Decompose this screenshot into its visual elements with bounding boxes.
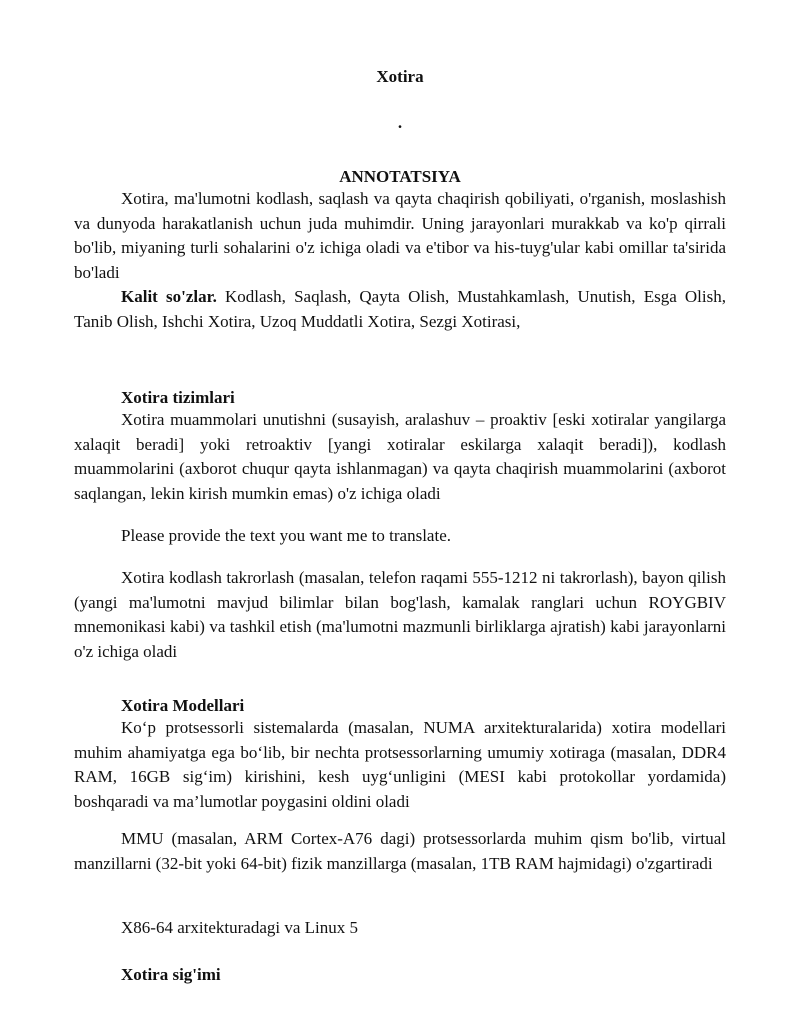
keywords-label: Kalit so'zlar. [121,287,217,306]
paragraph: Xotira muammolari unutishni (susayish, aralashuv – proaktiv [eski xotiralar yangilarga xalaqit beradi] yoki retroaktiv [yangi xotiralar eskilarga xalaqit beradi]), kodlash muammolarini (axborot chuqur qayta ishlanmagan) va qayta chaqirish muammolarini (axborot saqlangan, lekin kirish mumkin emas) o'z ichiga oladi [74,410,726,503]
section-memory-systems-p1 [74,408,726,506]
paragraph: MMU (masalan, ARM Cortex-A76 dagi) protsessorlarda muhim qism bo'lib, virtual manzillarni (32-bit yoki 64-bit) fizik manzillarga (masalan, 1TB RAM hajmidagi) o'zgartiradi [74,829,726,873]
annotation-heading: ANNOTATSIYA [339,167,461,186]
paragraph: Xotira kodlash takrorlash (masalan, telefon raqami 555-1212 ni takrorlash), bayon qilish (yangi ma'lumotni mavjud bilimlar bilan bog'lash, kamalak ranglari uchun ROYGBIV mnemonikasi kabi) va tashkil etish (ma'lumotni mazmunli birliklarga ajratish) kabi jarayonlarni o'z ichiga oladi [74,568,726,661]
annotation-block [74,187,726,334]
annotation-paragraph: Xotira, ma'lumotni kodlash, saqlash va qayta chaqirish qobiliyati, o'rganish, moslashish va dunyoda harakatlanish uchun juda muhimdir. Uning jarayonlari murakkab va ko'p qirrali bo'lib, miyaning turli sohalarini o'z ichiga oladi va e'tibor va his-tuyg'ular kabi omillar ta'sirida bo'ladi [74,189,726,282]
section-memory-models-p2 [74,827,726,876]
section-memory-models-p3: X86-64 arxitekturadagi va Linux 5 [121,918,358,937]
keywords-list: Kodlash, Saqlash, Qayta Olish, Mustahkamlash, Unutish, Esga Olish, Tanib Olish, Ishchi Xotira, Uzoq Muddatli Xotira, Sezgi Xotirasi, [74,287,726,331]
section-memory-systems-p3 [74,566,726,664]
document-title: Xotira [376,67,424,86]
section-memory-models-p1 [74,716,726,814]
section-heading-memory-models: Xotira Modellari [121,696,245,715]
section-heading-memory-capacity: Xotira sig'imi [121,965,221,984]
keywords-paragraph [74,285,726,334]
paragraph: Ko‘p protsessorli sistemalarda (masalan, NUMA arxitekturalarida) xotira modellari muhim ahamiyatga ega bo‘lib, bir nechta protsessorlarning umumiy xotiraga (masalan, DDR4 RAM, 16GB sig‘im) kirishini, kesh uyg‘unligini (MESI kabi protokollar yordamida) boshqaradi va ma’lumotlar poygasini oldini oladi [74,718,726,811]
section-memory-systems-p2: Please provide the text you want me to translate. [121,526,451,545]
section-heading-memory-systems: Xotira tizimlari [121,388,235,407]
title-separator: . [397,113,403,132]
